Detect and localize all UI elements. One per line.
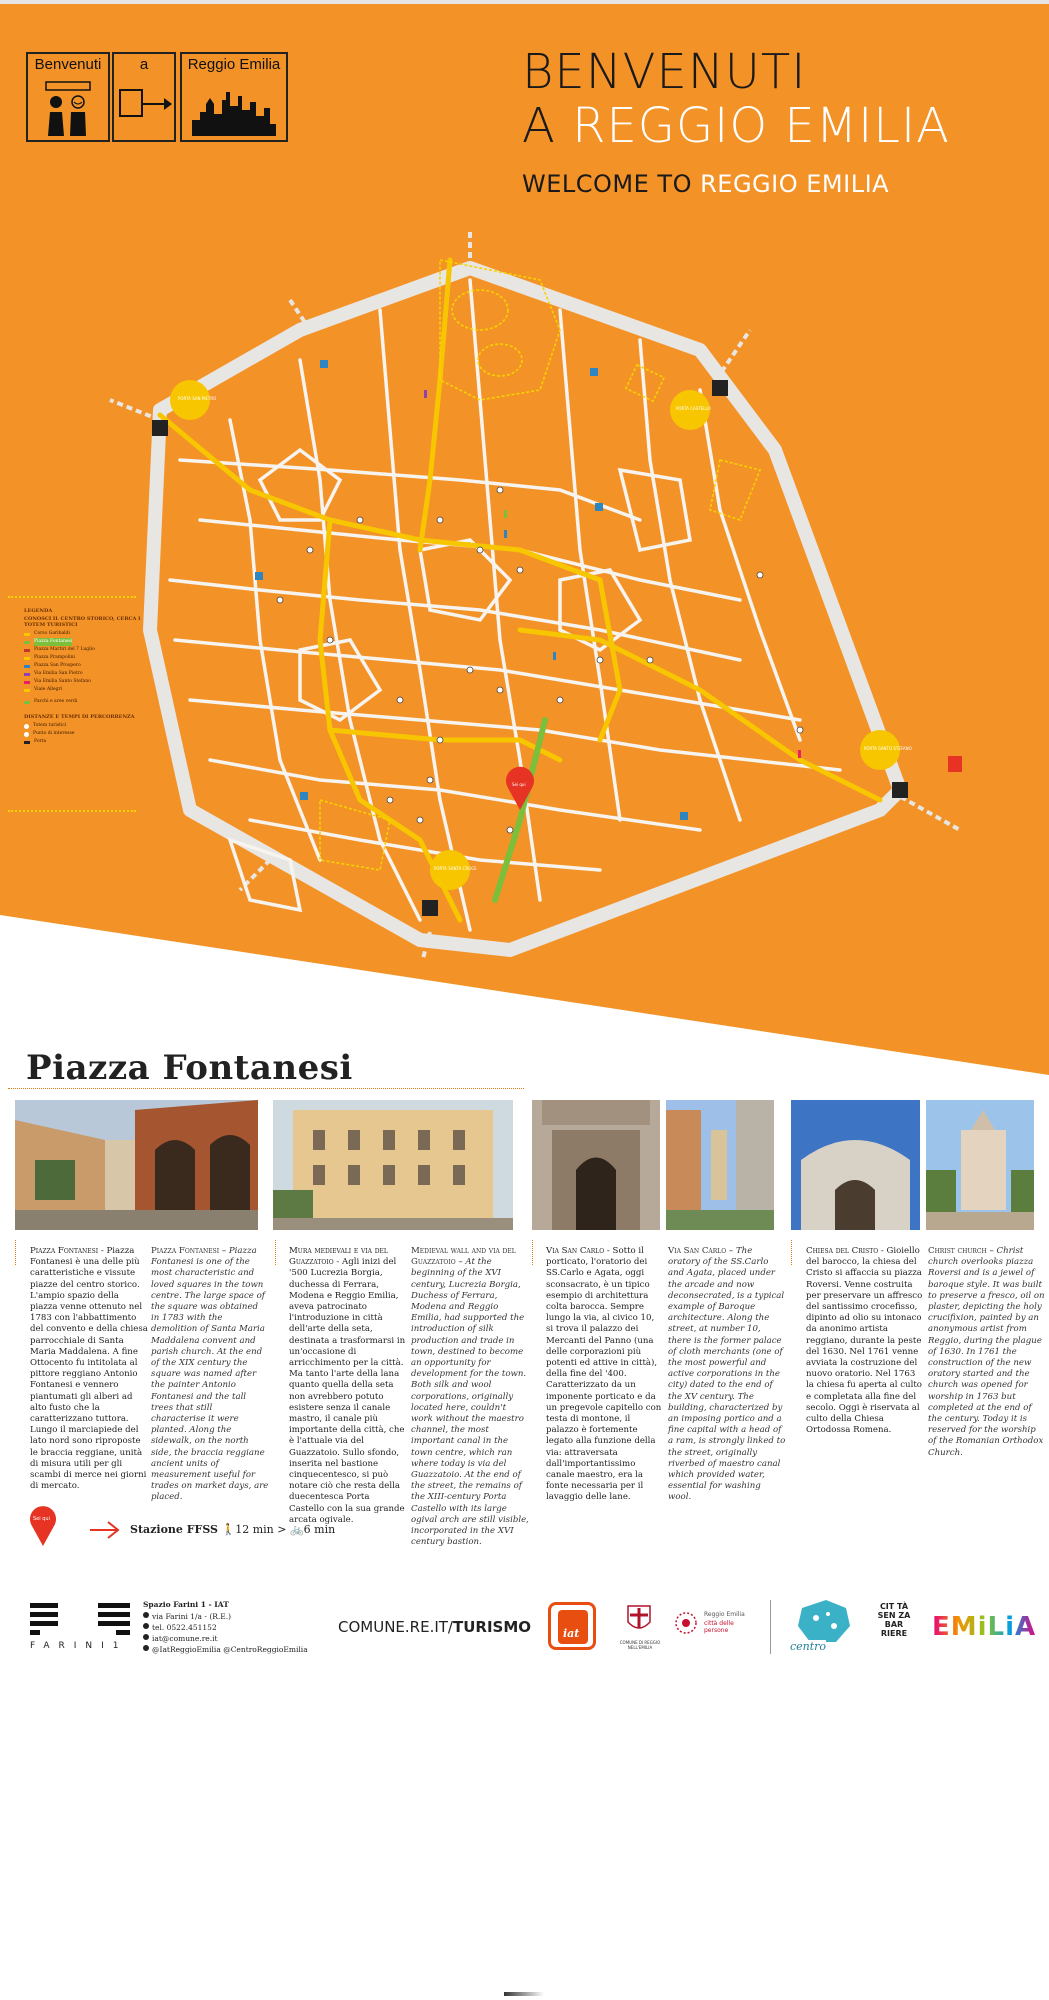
legend-item bbox=[24, 722, 144, 730]
col-heading: Christ church bbox=[928, 1246, 987, 1256]
photo-chiesa-del-cristo-1 bbox=[791, 1100, 920, 1230]
walk-time: 12 min bbox=[235, 1523, 274, 1536]
location-icon bbox=[143, 1612, 149, 1618]
text-col-mura-en bbox=[411, 1246, 529, 1548]
col-body: - Agli inizi del '500 Lucrezia Borgia, duchessa di Ferrara, Modena e Reggio Emilia, aveva patrocinato l'introduzione in città dell'arte della seta, destinata a trasformarsi in un'occasione di arricchimento per la città. Ma tanto l'arte della lana quanto quella della seta non avrebbero potuto esistere senza il canale mastro, il canale più importante della città, che è l'attuale via del Guazzatoio. Sullo sfondo, inserita nel bastione cinquecentesco, si può notare ciò che resta della duecentesca Porta Castello con la sua grande arcata ogivale. bbox=[289, 1257, 406, 1525]
pictogram-label-benvenuti: Benvenuti bbox=[34, 56, 102, 73]
separator bbox=[275, 1240, 276, 1265]
subtitle-welcome-to: WELCOME TO bbox=[522, 170, 692, 198]
map-legend bbox=[24, 606, 144, 746]
porta-label-santo-stefano: PORTA SANTO STEFANO bbox=[864, 746, 912, 751]
col-heading: Via San Carlo bbox=[546, 1246, 605, 1256]
text-col-mura-it bbox=[289, 1246, 407, 1526]
text-col-fontanesi-en bbox=[151, 1246, 269, 1504]
legend-item bbox=[24, 678, 144, 686]
legend-item bbox=[24, 638, 144, 646]
poi-dots bbox=[277, 487, 803, 833]
legend-item bbox=[24, 630, 144, 638]
iat-badge bbox=[548, 1602, 596, 1650]
iat-badge-text: iat bbox=[563, 1627, 580, 1640]
mail-icon bbox=[143, 1634, 149, 1640]
walk-icon: 🚶 bbox=[221, 1523, 236, 1536]
photo-chiesa-del-cristo-2 bbox=[926, 1100, 1034, 1230]
legend-item-label: Parchi e aree verdi bbox=[34, 699, 78, 704]
text-col-san-carlo-it bbox=[546, 1246, 664, 1504]
separator bbox=[791, 1240, 792, 1265]
city-map[interactable] bbox=[0, 220, 1049, 960]
legend-item bbox=[24, 662, 144, 670]
section-title: Piazza Fontanesi bbox=[26, 1048, 353, 1088]
legend-item bbox=[24, 686, 144, 694]
centro-logo-icon bbox=[796, 1598, 852, 1646]
col-heading: Chiesa del Cristo bbox=[806, 1246, 879, 1256]
separator bbox=[15, 1240, 16, 1265]
pictogram-reggio bbox=[180, 52, 288, 142]
you-are-here-label: Sei qui bbox=[512, 782, 526, 787]
city-skyline-icon bbox=[190, 84, 278, 136]
inner-streets bbox=[170, 280, 840, 930]
comune-label: COMUNE DI REGGIO NELL'EMILIA bbox=[619, 1640, 661, 1650]
ring-road bbox=[150, 268, 900, 950]
legend-section-distances: DISTANZE E TEMPI DI PERCORRENZA bbox=[24, 714, 135, 720]
col-body: - Sotto il porticato, l'oratorio dei SS.Carlo e Agata, oggi sconsacrato, è un tipico esempio di architettura colta barocca. Sempre lungo la via, al civico 10, si trova il palazzo dei Mercanti del Panno (una delle corporazioni più potenti ed attive in città), della fine del '400. Caratterizzato da un imponente porticato e da un pregevole capitello con testa di montone, il palazzo è fortemente legato alla funzione della via: attraversata dall'importantissimo canale maestro, era la fonte necessaria per il lavaggio delle lane. bbox=[546, 1246, 662, 1503]
contact-icons bbox=[143, 1612, 149, 1651]
text-col-fontanesi-it bbox=[30, 1246, 148, 1492]
col-body: - Piazza Fontanesi è una delle più caratteristiche e vissute piazze del centro storico. L'ampio spazio della piazza venne ottenuto nel 1783 con l'abbattimento del convento e della chiesa parrocchiale di Santa Maria Maddalena. A fine Ottocento fu intitolata al pittore reggiano Antonio Fontanesi e vennero piantumati gli alberi ad alto fusto che la caratterizzano tuttora. Lungo il marciapiede del lato nord sono riproposte le braccia reggiane, unità di misura utili per gli scambi di merce nei giorni di mercato. bbox=[30, 1246, 148, 1492]
photo-via-san-carlo-1 bbox=[532, 1100, 660, 1230]
iat-phone: tel. 0522.451152 bbox=[152, 1623, 217, 1632]
arrow-right-icon bbox=[118, 84, 172, 124]
legend-section-routes: CONOSCI IL CENTRO STORICO, CERCA I TOTEM TURISTICI bbox=[24, 616, 141, 628]
station-label: Stazione FFSS bbox=[130, 1523, 219, 1536]
text-col-san-carlo-en bbox=[668, 1246, 786, 1504]
legend-item-label: Piazza Martiri del 7 Luglio bbox=[34, 647, 95, 652]
iat-email[interactable]: iat@comune.re.it bbox=[152, 1634, 218, 1643]
legend-item bbox=[24, 730, 144, 738]
legend-item-label: Corso Garibaldi bbox=[34, 631, 70, 636]
pictogram-a bbox=[112, 52, 176, 142]
reggio-persone-label-a: Reggio Emilia bbox=[704, 1611, 745, 1618]
legend-item-label: Piazza San Prospero bbox=[34, 663, 81, 668]
emilia-logo bbox=[932, 1612, 1036, 1642]
iat-address: via Farini 1/a - (R.E.) bbox=[152, 1612, 232, 1621]
url-domain: COMUNE.RE.IT/ bbox=[338, 1618, 453, 1636]
welcome-subtitle bbox=[522, 170, 889, 198]
phone-icon bbox=[143, 1623, 149, 1629]
col-body: - Gioiello del barocco, la chiesa del Cristo si affaccia su piazza Roversi. Venne costruita per preservare un affresco del santissimo crocefisso, dipinto ad olio su intonaco da anonimo artista reggiano, durante la peste del 1630. Nel 1761 venne avviata la costruzione del nuovo oratorio. Nel 1763 la chiesa fu aperta al culto e completata alla fine del secolo. Oggi è riservata al culto della Chiesa Ortodossa Romena. bbox=[806, 1246, 923, 1436]
main-title-line2 bbox=[522, 98, 951, 154]
text-col-cristo-it bbox=[806, 1246, 924, 1436]
col-heading: Piazza Fontanesi bbox=[30, 1246, 99, 1256]
col-heading: Piazza Fontanesi bbox=[151, 1246, 220, 1256]
arrow-right-icon bbox=[90, 1520, 120, 1540]
legend-item bbox=[24, 670, 144, 678]
porta-circles bbox=[170, 380, 900, 890]
main-title-line1 bbox=[522, 44, 807, 100]
legend-item bbox=[24, 654, 144, 662]
pictogram-benvenuti bbox=[26, 52, 110, 142]
iat-social[interactable]: @IatReggioEmilia @CentroReggioEmilia bbox=[152, 1645, 308, 1654]
col-body: – Christ church overlooks piazza Roversi and is a jewel of baroque style. It was built to preserve a fresco, oil on plaster, depicting the holy crucifixion, painted by an anonymous artist from Reggio, during the plague of 1630. In 1761 the construction of the new oratory started and the church was opened for worship in 1763 but completed at the end of the century. Today it is reserved for the worship of the Romanian Orthodox Church. bbox=[928, 1246, 1045, 1458]
reggio-persone-logo-icon bbox=[672, 1604, 700, 1642]
photo-mura-medievali bbox=[273, 1100, 513, 1230]
url-path: TURISMO bbox=[452, 1618, 532, 1636]
title-a: A bbox=[522, 98, 556, 154]
facebook-icon bbox=[143, 1645, 149, 1651]
col-heading: Medieval wall and via del Guazzatoio bbox=[411, 1246, 516, 1268]
bike-icon: 🚲 bbox=[289, 1523, 304, 1536]
legend-item-label: Porta bbox=[34, 739, 47, 744]
legend-item bbox=[24, 646, 144, 654]
col-heading: Mura medievali e via del Guazzatoio bbox=[289, 1246, 388, 1268]
map-pin-icon bbox=[28, 1506, 58, 1546]
pictogram-label-reggio: Reggio Emilia bbox=[187, 56, 281, 73]
photo-piazza-fontanesi bbox=[15, 1100, 258, 1230]
legend-item-label: Piazza Fontanesi bbox=[34, 639, 73, 644]
photo-via-san-carlo-2 bbox=[666, 1100, 774, 1230]
title-underline bbox=[8, 1088, 524, 1089]
legend-item-label: Piazza Prampolini bbox=[34, 655, 75, 660]
separator-arrow: > bbox=[277, 1523, 287, 1536]
bike-time: 6 min bbox=[303, 1523, 336, 1536]
legend-item bbox=[24, 738, 144, 746]
people-icon bbox=[40, 80, 96, 136]
legend-item-label: Punto di interesse bbox=[33, 731, 75, 736]
pin-label: Sei qui bbox=[33, 1516, 50, 1522]
train-icon bbox=[948, 756, 962, 772]
farini-logo-text: FARINI1 bbox=[30, 1641, 128, 1651]
subtitle-reggio-emilia: REGGIO EMILIA bbox=[700, 170, 890, 198]
legend-item-parks bbox=[24, 698, 144, 706]
iat-name: Spazio Farini 1 - IAT bbox=[143, 1600, 229, 1609]
reggio-persone-label-b: città delle persone bbox=[704, 1620, 734, 1634]
tourism-url[interactable] bbox=[338, 1618, 531, 1636]
porta-label-san-pietro: PORTA SAN PIETRO bbox=[178, 396, 217, 401]
col-heading: Via San Carlo bbox=[668, 1246, 727, 1256]
porta-label-santa-croce: PORTA SANTA CROCE bbox=[434, 866, 477, 871]
col-body: – At the beginning of the XVI century, Lucrezia Borgia, Duchess of Ferrara, Modena and Reggio Emilia, had supported the introduction of silk production and trade in town, destined to become an opportunity for development for the town. Both silk and wool corporations, originally located here, couldn't work without the maestro channel, the most important canal in the town centre, which ran where today is via del Guazzatoio. At the end of the street, the remains of the XIII-century Porta Castello with its large ogival arch are still visible, incorporated in the XVI century bastion. bbox=[411, 1257, 529, 1548]
emilia-logo-text: EMiLiA bbox=[932, 1612, 1037, 1642]
col-body: – The oratory of the SS.Carlo and Agata, placed under the arcade and now deconsecrated, is a typical example of Baroque architecture. Along the street, at number 10, there is the former palace of cloth merchants (one of the most powerful and active corporations in the city) dated to the end of the XV century. The building, characterized by an imposing portico and a fine capital with a head of a ram, is strongly linked to the street, originally riverbed of maestro canal which provided water, essential for washing wool. bbox=[668, 1246, 786, 1503]
citta-senza-barriere-logo: CIT TÀ SEN ZA BAR RIERE bbox=[877, 1602, 911, 1638]
legend-item-label: Via Emilia San Pietro bbox=[34, 671, 83, 676]
legend-item-label: Totem turistici bbox=[33, 723, 67, 728]
legend-title: LEGENDA bbox=[24, 608, 53, 614]
centro-label: centro bbox=[790, 1640, 827, 1653]
title-benvenuti: BENVENUTI bbox=[522, 44, 807, 100]
legend-divider-top bbox=[8, 596, 136, 598]
legend-divider-bottom bbox=[8, 810, 136, 812]
legend-item-label: Via Emilia Santo Stefano bbox=[34, 679, 91, 684]
pictogram-label-a: a bbox=[139, 56, 149, 73]
bottom-color-bar bbox=[504, 1992, 544, 1996]
legend-item-label: Viale Allegri bbox=[34, 687, 63, 692]
col-body: – Piazza Fontanesi is one of the most characteristic and loved squares in the town centre. The large space of the square was obtained in 1783 with the demolition of Santa Maria Maddalena convent and parish church. At the end of the XIX century the square was named after the painter Antonio Fontanesi and the tall trees that still characterise it were planted. Along the sidewalk, on the north side, the braccia reggiane ancient units of measurement useful for trades on market days, are placed. bbox=[151, 1246, 269, 1503]
separator bbox=[532, 1240, 533, 1265]
comune-crest-icon bbox=[626, 1604, 652, 1634]
title-reggio-emilia: REGGIO EMILIA bbox=[572, 98, 951, 154]
footer-divider bbox=[770, 1600, 771, 1654]
station-info bbox=[130, 1523, 335, 1536]
text-col-cristo-en bbox=[928, 1246, 1046, 1459]
porta-label-castello: PORTA CASTELLO bbox=[676, 406, 711, 411]
